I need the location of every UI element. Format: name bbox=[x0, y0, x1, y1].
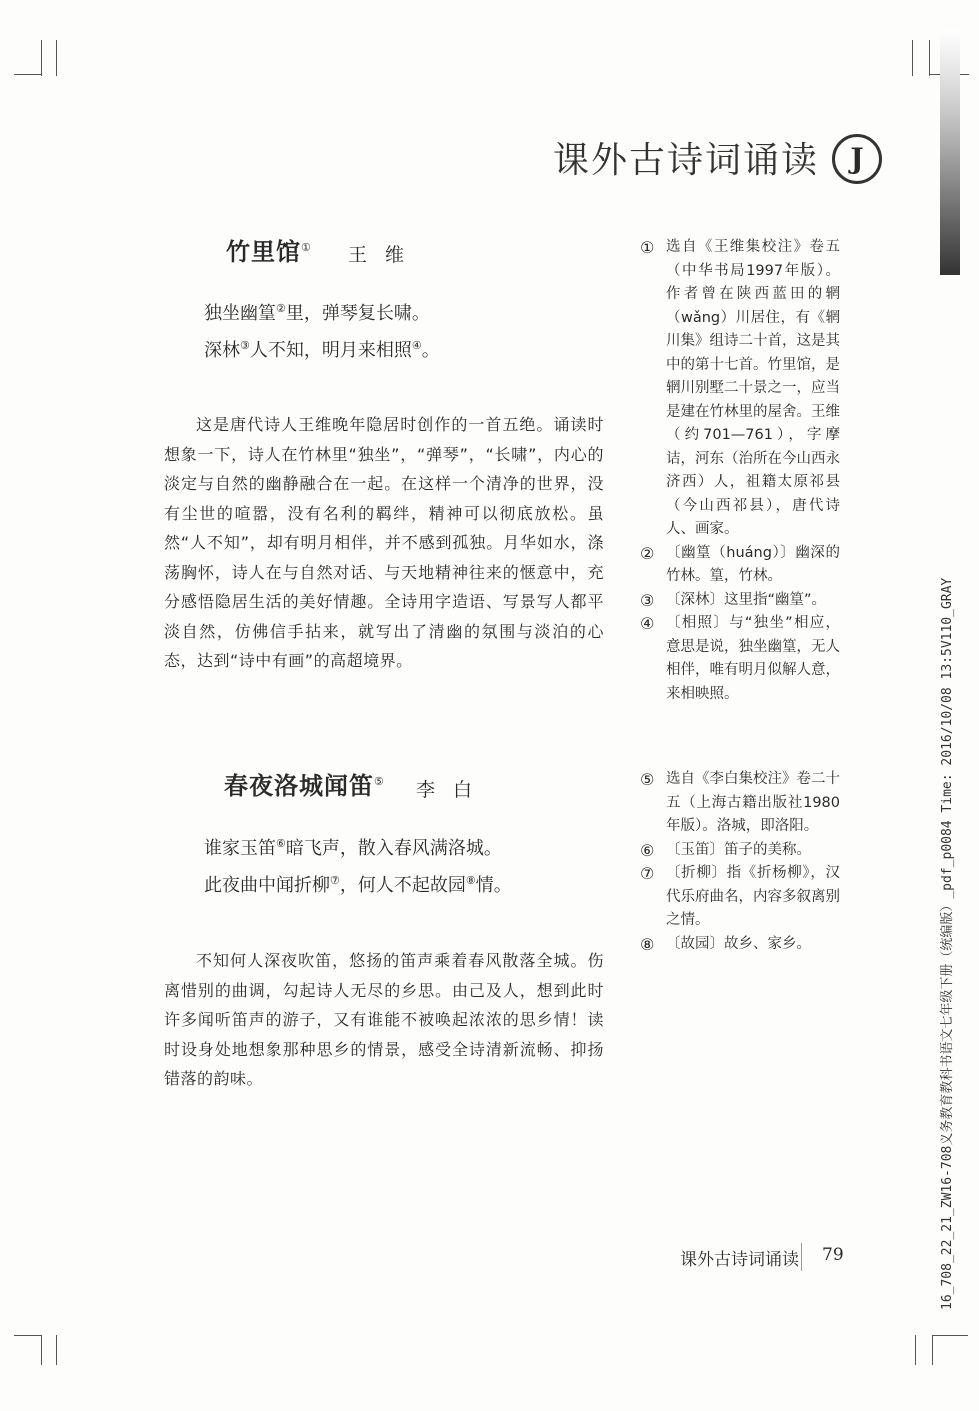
poem1-commentary-text: 这是唐代诗人王维晚年隐居时创作的一首五绝。诵读时想象一下，诗人在竹林里“独坐”，“弹琴”，“长啸”，内心的淡定与自然的幽静融合在一起。在这样一个清净的世界，没有尘世的喧嚣，没有名利的羁绊，精神可以彻底放松。虽然“人不知”，却有明月相伴，并不感到孤独。月华如水，涤荡胸怀，诗人在与自然对话、与天地精神往来的惬意中，充分感悟隐居生活的美好情趣。全诗用字造语、写景写人都平淡自然，仿佛信手拈来，就写出了清幽的氛围与淡泊的心态，达到“诗中有画”的高超境界。 bbox=[164, 415, 604, 670]
gray-scale-bar bbox=[940, 30, 960, 275]
footnote bbox=[640, 933, 840, 957]
poem2-title-note: ⑤ bbox=[374, 775, 385, 788]
footnote-text: 〔故园〕故乡、家乡。 bbox=[666, 935, 811, 952]
crop-mark bbox=[14, 1335, 42, 1336]
footnote-text: 〔相照〕与“独坐”相应，意思是说，独坐幽篁，无人相伴，唯有明月似解人意，来相映照。 bbox=[666, 615, 840, 702]
footnote bbox=[640, 236, 840, 542]
footnote-text: 〔幽篁（huáng）〕幽深的竹林。篁，竹林。 bbox=[666, 544, 840, 584]
crop-mark bbox=[56, 40, 57, 76]
footnote-number: ③ bbox=[640, 590, 655, 610]
footnote-number: ⑤ bbox=[640, 770, 655, 789]
poem2-commentary-text: 不知何人深夜吹笛，悠扬的笛声乘着春风散落全城。伤离惜别的曲调，勾起诗人无尽的乡思。由己及人，想到此时许多闻听笛声的游子，又有谁能不被唤起浓浓的思乡情！读时设身处地想象那种思乡的情景，感受全诗清新流畅、抑扬错落的韵味。 bbox=[164, 951, 604, 1088]
poem1-author: 王维 bbox=[348, 244, 423, 266]
poem2-title-text: 春夜洛城闻笛 bbox=[224, 771, 374, 800]
note-ref: ⑥ bbox=[276, 837, 286, 850]
poem2-author: 李白 bbox=[416, 779, 491, 801]
footnote bbox=[640, 612, 840, 706]
footnote-text: 选自《王维集校注》卷五（中华书局1997年版）。作者曾在陕西蓝田的辋（wǎng）川居住，有《辋川集》组诗二十首，这是其中的第十七首。竹里馆，是辋川别墅二十景之一，应当是建在竹林里的屋舍。王维（约701—761），字摩诘，河东（治所在今山西永济西）人，祖籍太原祁县（今山西祁县），唐代诗人、画家。 bbox=[666, 239, 840, 537]
crop-mark bbox=[932, 1335, 933, 1365]
poem2-line2-c: 情。 bbox=[475, 875, 512, 896]
poem1-line2-a: 深林 bbox=[204, 340, 240, 361]
footnote-text: 〔深林〕这里指“幽篁”。 bbox=[666, 591, 827, 608]
poem1-commentary bbox=[164, 410, 604, 676]
crop-mark bbox=[932, 1335, 968, 1336]
poem1-title-text: 竹里馆 bbox=[226, 237, 301, 266]
crop-mark bbox=[929, 40, 930, 76]
poem2-line1-b: 暗飞声，散入春风满洛城。 bbox=[285, 838, 502, 859]
poem2-line1 bbox=[204, 828, 512, 865]
poem2-line2 bbox=[204, 865, 512, 902]
crop-mark bbox=[41, 40, 42, 76]
crop-mark bbox=[56, 1335, 57, 1365]
poem2-commentary bbox=[164, 946, 604, 1094]
poem2-line1-a: 谁家玉笛 bbox=[204, 838, 276, 859]
footnote-number: ① bbox=[640, 238, 655, 257]
poem1-line2-b: 人不知，明月来相照 bbox=[249, 340, 412, 361]
footnote bbox=[640, 768, 840, 839]
poem1-line1 bbox=[204, 293, 440, 330]
print-metadata: 16_708_22_21_ZW16-708义务教育教科书语文七年级下册（统编版）_pdf_p0084 Time: 2016/10/08 13:5V110_GRAY bbox=[940, 577, 955, 1310]
page-title: 课外古诗词诵读 bbox=[552, 140, 819, 181]
crop-mark bbox=[41, 1335, 42, 1365]
poem2-line2-b: ，何人不起故园 bbox=[339, 875, 466, 896]
footnote bbox=[640, 839, 840, 863]
poem1-title bbox=[226, 232, 312, 267]
footer-section-label: 课外古诗词诵读 bbox=[680, 1250, 799, 1270]
poem1-line2 bbox=[204, 330, 440, 367]
footnote bbox=[640, 589, 840, 613]
crop-mark bbox=[14, 74, 42, 75]
footnote bbox=[640, 542, 840, 589]
poem2-notes bbox=[640, 768, 840, 956]
note-ref: ⑦ bbox=[330, 874, 340, 887]
poem2-title bbox=[224, 766, 385, 801]
note-ref: ③ bbox=[240, 339, 250, 352]
footnote-text: 〔折柳〕指《折杨柳》，汉代乐府曲名，内容多叙离别之情。 bbox=[666, 865, 840, 928]
note-ref: ② bbox=[276, 302, 286, 315]
footnote-number: ⑦ bbox=[640, 864, 655, 883]
poem2-verse bbox=[204, 828, 512, 902]
poem1-notes bbox=[640, 236, 840, 706]
footnote-number: ⑥ bbox=[640, 840, 655, 860]
poem1-verse bbox=[204, 293, 440, 367]
poem1-line1-b: 里，弹琴复长啸。 bbox=[285, 303, 430, 324]
footnote-number: ⑧ bbox=[640, 934, 655, 954]
note-ref: ④ bbox=[411, 339, 422, 352]
footer-divider bbox=[801, 1243, 802, 1271]
page-number: 79 bbox=[822, 1245, 844, 1265]
crop-mark bbox=[912, 40, 913, 76]
poem1-title-note: ① bbox=[301, 241, 312, 254]
footnote-number: ② bbox=[640, 543, 655, 563]
note-ref: ⑧ bbox=[465, 874, 476, 887]
crop-mark bbox=[915, 1335, 916, 1365]
volume-badge: J bbox=[832, 134, 882, 184]
footnote bbox=[640, 862, 840, 933]
poem1-line2-c: 。 bbox=[421, 340, 440, 361]
poem2-line2-a: 此夜曲中闻折柳 bbox=[204, 875, 330, 896]
footnote-number: ④ bbox=[640, 614, 655, 633]
footnote-text: 〔玉笛〕笛子的美称。 bbox=[666, 841, 811, 858]
footnote-text: 选自《李白集校注》卷二十五（上海古籍出版社1980年版）。洛城，即洛阳。 bbox=[666, 771, 840, 834]
poem1-line1-a: 独坐幽篁 bbox=[204, 303, 276, 324]
